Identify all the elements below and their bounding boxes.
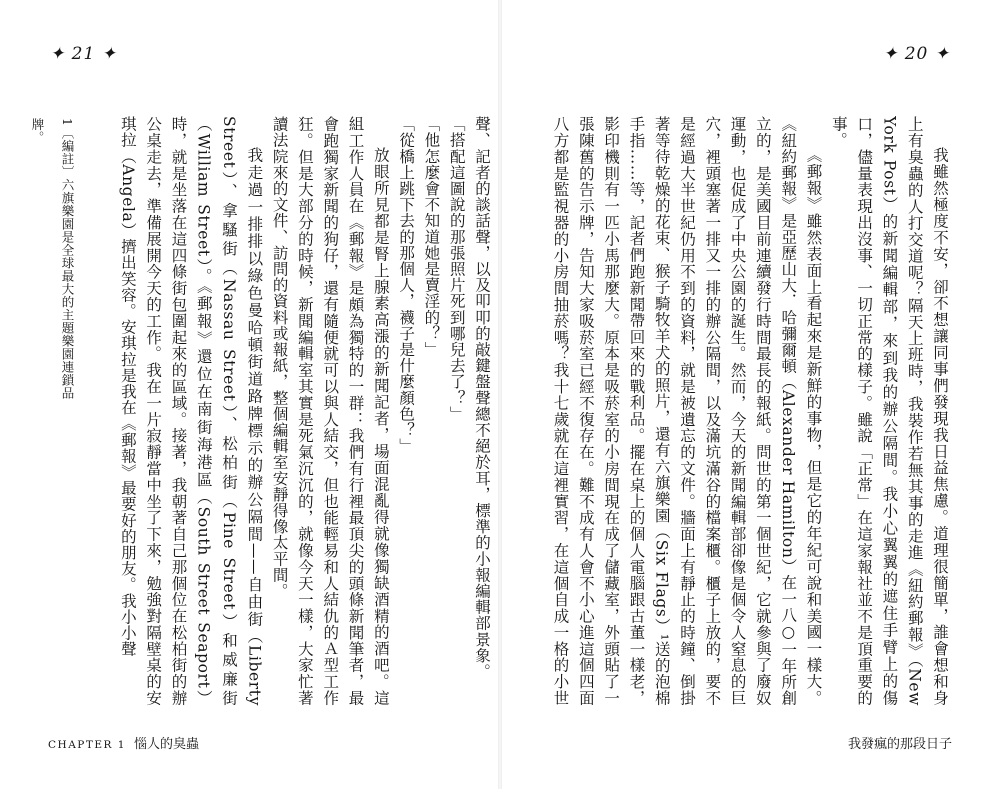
paragraph: 《郵報》雖然表面上看起來是新鮮的事物，但是它的年紀可說和美國一樣大。《紐約郵報》是亞歷山大．哈彌爾頓（Alexander Hamilton）在一八○一年所創立的，是美國目前連續發行時間最長的報紙。問世的第一個世紀，它就參與了廢奴運動，也促成了中央公園的誕生。然而，今天的新聞編輯部卻像是個令人窒息的巨穴，裡頭塞著一排又一排的辦公隔間，以及滿坑滿谷的檔案櫃。櫃子上放的，要不是經過大半世紀仍用不到的資料，就是被遺忘的文件。牆面上有靜止的時鐘、倒掛著等待乾燥的花束、猴子騎牧羊犬的照片，還有六旗樂園（Six Flags）¹送的泡棉手指……等，記者們跑新聞帶回來的戰利品。擺在桌上的個人電腦跟古董一樣老，影印機則有一匹小馬那麼大。原本是吸菸室的小房間現在成了儲藏室，外頭貼了一張陳舊的告示牌，告知大家吸菸室已經不復存在。難不成有人會不小心進這個四面八方都是監視器的小房間抽菸嗎？我十七歲就在這裡實習，在這個自成一格的小世 (552, 116, 823, 706)
quote-line: 「他怎麼會不知道她是賣淫的？」 (422, 116, 441, 358)
paragraph: 我雖然極度不安，卻不想讓同事們發現我日益焦慮。道理很簡單，誰會想和身上有臭蟲的人打交道呢？隔天上班時，我裝作若無其事的走進《紐約郵報》（New York Post）的新聞編輯部，來到我的辦公隔間。我小心翼翼的遮住手臂上的傷口，儘量表現出沒事、一切正常的樣子。雖說「正常」在這家報社並不是頂重要的事。 (829, 116, 949, 706)
paragraph: 聲、記者的談話聲，以及叩叩的敲鍵盤聲總不絕於耳，標準的小報編輯部景象。 (473, 116, 491, 680)
quote-line: 「從橋上跳下去的那個人，襪子是什麼顏色？」 (397, 116, 416, 455)
quote-line: 「搭配這圖說的那張照片死到哪兒去了？」 (447, 116, 466, 422)
right-page-number: ✦ 20 ✦ (883, 44, 950, 64)
page-gutter (498, 0, 502, 789)
paragraph: 放眼所見都是腎上腺素高漲的新聞記者，場面混亂得就像獨缺酒精的酒吧。這組工作人員在《郵報》是頗為獨特的一群：我們有行裡最頂尖的頭條新聞筆者，最會跑獨家新聞的狗仔，還有隨便就可以與人結交，但也能輕易和人結仇的Ａ型工作狂。但是大部分的時候，新聞編輯室其實是死氣沉沉的，就像今天一樣，大家忙著讀法院來的文件、訪問的資料或報紙，整個編輯室安靜得像太平間。 (270, 116, 390, 706)
left-running-footer (48, 733, 199, 752)
left-page-number: ✦ 21 ✦ (50, 44, 117, 64)
paragraph: 我走過一排排以綠色曼哈頓街道路牌標示的辦公隔間——自由街（Liberty Street）、拿騷街（Nassau Street）、松柏街（Pine Street）和威廉街（William Street）。《郵報》還位在南街海港區（South Street Seaport）時，就是坐落在這四條街包圍起來的區域。接著，我朝著自己那個位在松柏街的辦公桌走去，準備展開今天的工作。我在一片寂靜當中坐了下來，勉強對隔壁桌的安琪拉（Angela）擠出笑容。安琪拉是我在《郵報》最要好的朋友。我小小聲 (118, 116, 264, 706)
left-page-body (88, 116, 494, 706)
footnote: 1〔編註〕六旗樂園是全球最大的主題樂園連鎖品牌。 (30, 118, 75, 400)
chapter-title: 惱人的臭蟲 (133, 737, 199, 752)
chapter-label: CHAPTER 1 (48, 739, 126, 751)
right-running-footer: 我發瘋的那段日子 (847, 737, 952, 752)
right-page-body (552, 116, 952, 706)
